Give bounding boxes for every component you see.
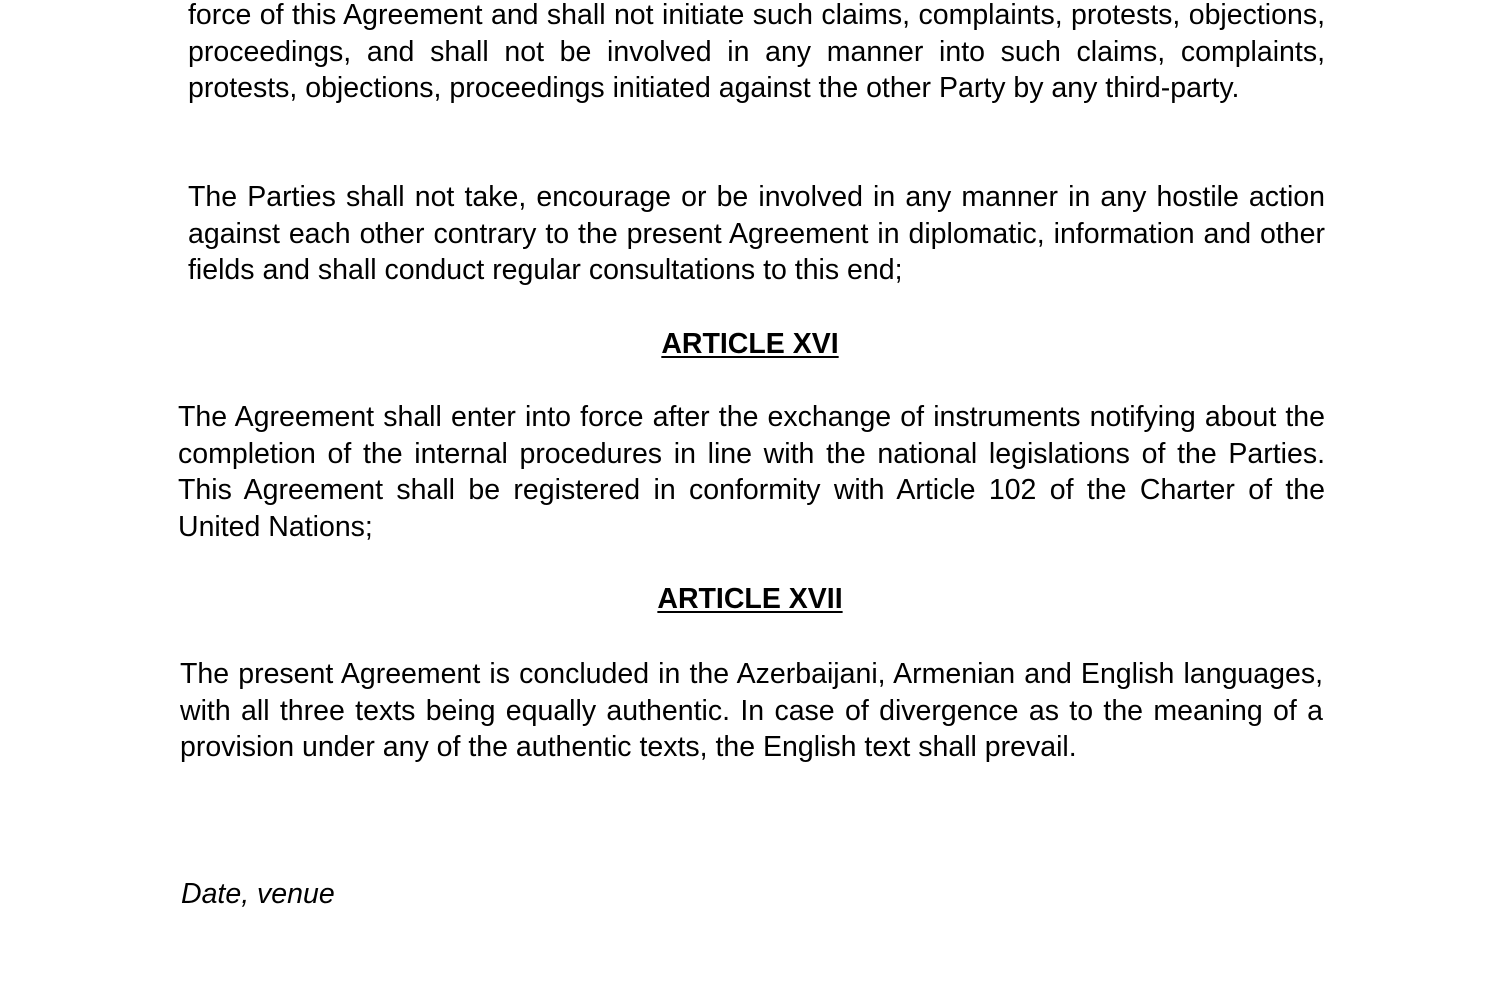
article-xvi-heading xyxy=(0,326,1500,362)
article-xvii-heading xyxy=(0,581,1500,617)
paragraph-hostile-action: The Parties shall not take, encourage or be involved in any manner in any hostile action against each other contrary to the present Agreement in diplomatic, information and other fields and shall conduct regular consultations to this end; xyxy=(188,181,1325,287)
article-xvii-heading-text: ARTICLE XVII xyxy=(657,583,843,615)
article-xvi-heading-text: ARTICLE XVI xyxy=(661,328,839,360)
date-venue-line: Date, venue xyxy=(181,878,335,910)
paragraph-claims: force of this Agreement and shall not initiate such claims, complaints, protests, objections, proceedings, and shall not be involved in any manner into such claims, complaints, protests, objections, proceedings initiated against the other Party by any third-party. xyxy=(188,0,1325,105)
article-xvii-text: The present Agreement is concluded in the Azerbaijani, Armenian and English languages, with all three texts being equally authentic. In case of divergence as to the meaning of a provision under any of the authentic texts, the English text shall prevail. xyxy=(180,658,1323,764)
article-xvi-text: The Agreement shall enter into force after the exchange of instruments notifying about the completion of the internal procedures in line with the national legislations of the Parties. This Agreement shall be registered in conformity with Article 102 of the Charter of the United Nations; xyxy=(178,401,1325,543)
